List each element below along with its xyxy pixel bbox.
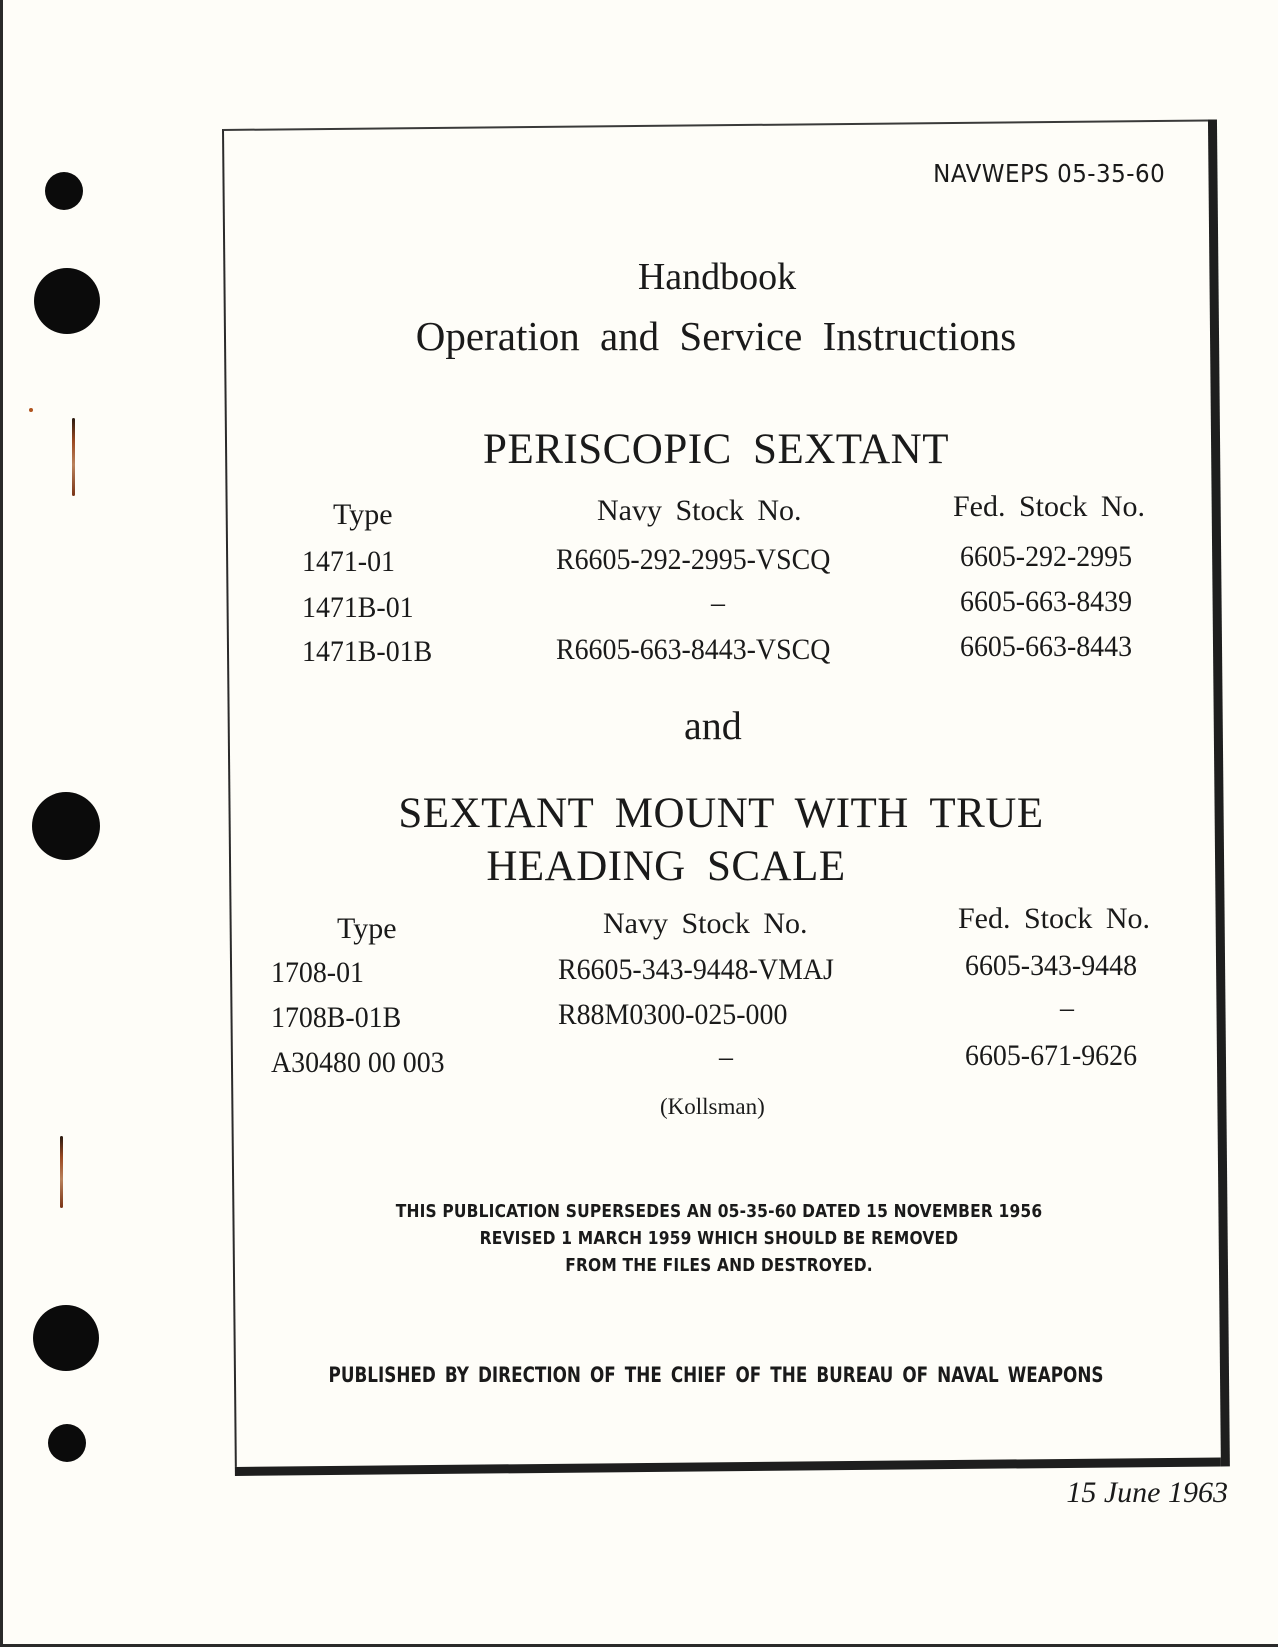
col-header-fed-stock: Fed. Stock No. xyxy=(958,902,1150,935)
cell-fed-stock: 6605-292-2995 xyxy=(960,540,1133,573)
col-header-navy-stock: Navy Stock No. xyxy=(597,494,802,527)
title-operation-service: Operation and Service Instructions xyxy=(415,313,1017,359)
document-number: NAVWEPS 05-35-60 xyxy=(932,159,1165,188)
punch-hole xyxy=(32,792,100,860)
title-handbook: Handbook xyxy=(637,256,797,298)
cell-type: A30480 00 003 xyxy=(271,1046,445,1079)
col-header-navy-stock: Navy Stock No. xyxy=(603,907,808,940)
staple-mark xyxy=(72,418,75,496)
frame-shadow-right xyxy=(1208,119,1230,1466)
supersedes-notice-line2: REVISED 1 MARCH 1959 WHICH SHOULD BE REMOVED xyxy=(479,1228,959,1249)
cell-fed-stock: 6605-663-8439 xyxy=(960,585,1133,618)
punch-hole xyxy=(45,172,83,210)
cell-type: 1708B-01B xyxy=(271,1001,402,1034)
manufacturer-note: (Kollsman) xyxy=(660,1094,765,1119)
staple-mark xyxy=(60,1136,63,1208)
cell-fed-stock: 6605-343-9448 xyxy=(965,949,1138,982)
rust-speck xyxy=(29,408,33,412)
cell-type: 1471B-01B xyxy=(302,635,433,668)
punch-hole xyxy=(48,1424,86,1462)
cell-navy-stock: R6605-343-9448-VMAJ xyxy=(558,953,834,986)
conjunction-and: and xyxy=(684,703,742,748)
cell-type: 1471-01 xyxy=(302,545,395,578)
cell-navy-stock: R88M0300-025-000 xyxy=(558,998,788,1031)
punch-hole xyxy=(34,268,100,334)
publication-date: 15 June 1963 xyxy=(1066,1476,1228,1509)
punch-hole xyxy=(33,1305,99,1371)
cell-navy-stock: – xyxy=(711,586,725,619)
cell-type: 1708-01 xyxy=(271,956,364,989)
cell-fed-stock: 6605-663-8443 xyxy=(960,630,1133,663)
section2-heading-line1: SEXTANT MOUNT WITH TRUE xyxy=(398,790,1044,837)
col-header-type: Type xyxy=(333,498,393,531)
cell-navy-stock: – xyxy=(719,1040,733,1073)
cell-navy-stock: R6605-663-8443-VSCQ xyxy=(556,633,831,666)
cell-fed-stock: 6605-671-9626 xyxy=(965,1039,1138,1072)
frame-shadow-bottom xyxy=(235,1457,1221,1475)
col-header-fed-stock: Fed. Stock No. xyxy=(953,490,1145,523)
col-header-type: Type xyxy=(337,912,397,945)
cell-type: 1471B-01 xyxy=(302,591,414,624)
publisher-line: PUBLISHED BY DIRECTION OF THE CHIEF OF THE BUREAU OF NAVAL WEAPONS xyxy=(328,1363,1104,1387)
cell-fed-stock: – xyxy=(1060,991,1074,1024)
supersedes-notice-line1: THIS PUBLICATION SUPERSEDES AN 05-35-60 DATED 15 NOVEMBER 1956 xyxy=(395,1201,1043,1222)
section2-heading-line2: HEADING SCALE xyxy=(486,843,846,890)
page-edge xyxy=(0,0,3,1647)
supersedes-notice-line3: FROM THE FILES AND DESTROYED. xyxy=(565,1255,873,1276)
section1-heading: PERISCOPIC SEXTANT xyxy=(483,426,949,473)
cell-navy-stock: R6605-292-2995-VSCQ xyxy=(556,543,831,576)
